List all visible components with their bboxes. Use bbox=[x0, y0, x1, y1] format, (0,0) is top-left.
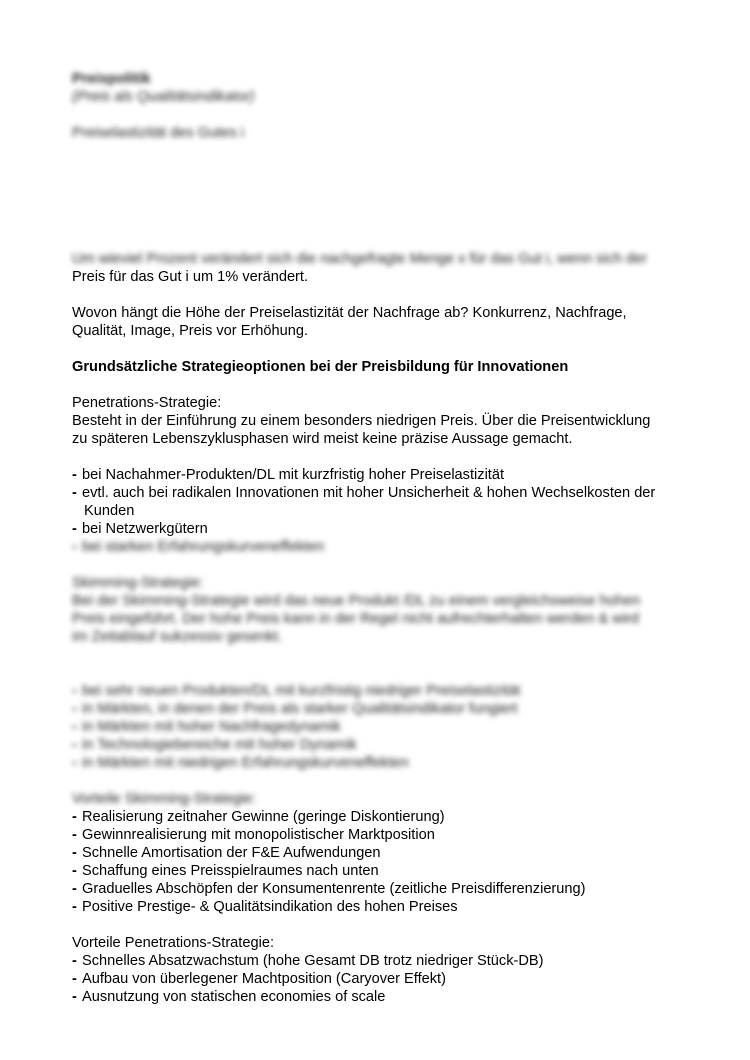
doc-title: Preispolitik bbox=[72, 71, 151, 87]
list-item: - Schnelle Amortisation der F&E Aufwendungen bbox=[72, 845, 381, 861]
bullet-dash: - bbox=[72, 881, 77, 897]
bullet-dash: - bbox=[72, 809, 77, 825]
elasticity-heading: Preiselastizität des Gutes i bbox=[72, 125, 244, 141]
bullet-dash: - bbox=[72, 989, 77, 1005]
list-item: - evtl. auch bei radikalen Innovationen mit hoher Unsicherheit & hohen Wechselkosten der bbox=[72, 485, 656, 501]
list-item: - in Märkten, in denen der Preis als starker Qualitätsindikator fungiert bbox=[72, 701, 518, 717]
penetration-advantages-title: Vorteile Penetrations-Strategie: bbox=[72, 935, 274, 951]
list-item: - bei starken Erfahrungskurveneffekten bbox=[72, 539, 325, 555]
list-item: - Ausnutzung von statischen economies of scale bbox=[72, 989, 386, 1005]
bullet-dash: - bbox=[72, 467, 77, 483]
bullet-dash: - bbox=[72, 827, 77, 843]
list-item: - in Märkten mit niedrigen Erfahrungskurveneffekten bbox=[72, 755, 409, 771]
definition-line-1: Um wieviel Prozent verändert sich die nachgefragte Menge x für das Gut i, wenn sich der bbox=[72, 251, 648, 267]
bullet-dash: - bbox=[72, 485, 77, 501]
bullet-dash: - bbox=[72, 539, 77, 555]
penetration-list bbox=[72, 466, 682, 556]
skimming-list bbox=[72, 682, 682, 772]
skimming-desc-3: im Zeitablauf sukzessiv gesenkt. bbox=[72, 629, 283, 645]
list-item: - Gewinnrealisierung mit monopolistischer Marktposition bbox=[72, 827, 435, 843]
question-line-2: Qualität, Image, Preis vor Erhöhung. bbox=[72, 323, 309, 339]
skimming-section bbox=[72, 574, 682, 772]
list-item: - in Technologiebereiche mit hoher Dynamik bbox=[72, 737, 357, 753]
list-item: - Positive Prestige- & Qualitätsindikation des hohen Preises bbox=[72, 899, 458, 915]
skimming-advantages-list bbox=[72, 808, 682, 916]
penetration-title: Penetrations-Strategie: bbox=[72, 395, 222, 411]
list-item: - Schnelles Absatzwachstum (hohe Gesamt DB trotz niedriger Stück-DB) bbox=[72, 953, 544, 969]
skimming-desc-2: Preis eingeführt. Der hohe Preis kann in der Regel nicht aufrechterhalten werden & wird bbox=[72, 611, 640, 627]
bullet-dash: - bbox=[72, 899, 77, 915]
list-item: - bei Netzwerkgütern bbox=[72, 521, 208, 537]
bullet-dash: - bbox=[72, 845, 77, 861]
penetration-desc-2: zu späteren Lebenszyklusphasen wird meist keine präzise Aussage gemacht. bbox=[72, 431, 573, 447]
penetration-advantages-list bbox=[72, 952, 682, 1006]
bullet-dash: - bbox=[72, 521, 77, 537]
formula-space bbox=[72, 142, 682, 250]
list-item: - Realisierung zeitnaher Gewinne (geringe Diskontierung) bbox=[72, 809, 445, 825]
bullet-dash: - bbox=[72, 953, 77, 969]
list-item: - Aufbau von überlegener Machtposition (Caryover Effekt) bbox=[72, 971, 446, 987]
list-item: - bei Nachahmer-Produkten/DL mit kurzfristig hoher Preiselastizität bbox=[72, 467, 505, 483]
definition-line-2: Preis für das Gut i um 1% verändert. bbox=[72, 269, 309, 285]
skimming-title: Skimming-Strategie: bbox=[72, 575, 204, 591]
strategy-heading: Grundsätzliche Strategieoptionen bei der Preisbildung für Innovationen bbox=[72, 359, 569, 375]
skimming-advantages-title: Vorteile Skimming-Strategie: bbox=[72, 791, 257, 807]
doc-subtitle: (Preis als Qualitätsindikator) bbox=[72, 89, 255, 105]
penetration-desc-1: Besteht in der Einführung zu einem besonders niedrigen Preis. Über die Preisentwicklung bbox=[72, 413, 651, 429]
document-page bbox=[72, 70, 682, 1006]
bullet-dash: - bbox=[72, 863, 77, 879]
bullet-dash: - bbox=[72, 971, 77, 987]
list-item-continuation: Kunden bbox=[84, 503, 135, 519]
list-item: - Graduelles Abschöpfen der Konsumentenrente (zeitliche Preisdifferenzierung) bbox=[72, 881, 586, 897]
list-item: - in Märkten mit hoher Nachfragedynamik bbox=[72, 719, 341, 735]
question-line-1: Wovon hängt die Höhe der Preiselastizität der Nachfrage ab? Konkurrenz, Nachfrage, bbox=[72, 305, 627, 321]
list-item: - Schaffung eines Preisspielraumes nach unten bbox=[72, 863, 379, 879]
skimming-desc-1: Bei der Skimming-Strategie wird das neue Produkt /DL zu einem vergleichsweise hohen bbox=[72, 593, 641, 609]
list-item: - bei sehr neuen Produkten/DL mit kurzfristig niedriger Preiselastizität bbox=[72, 683, 521, 699]
